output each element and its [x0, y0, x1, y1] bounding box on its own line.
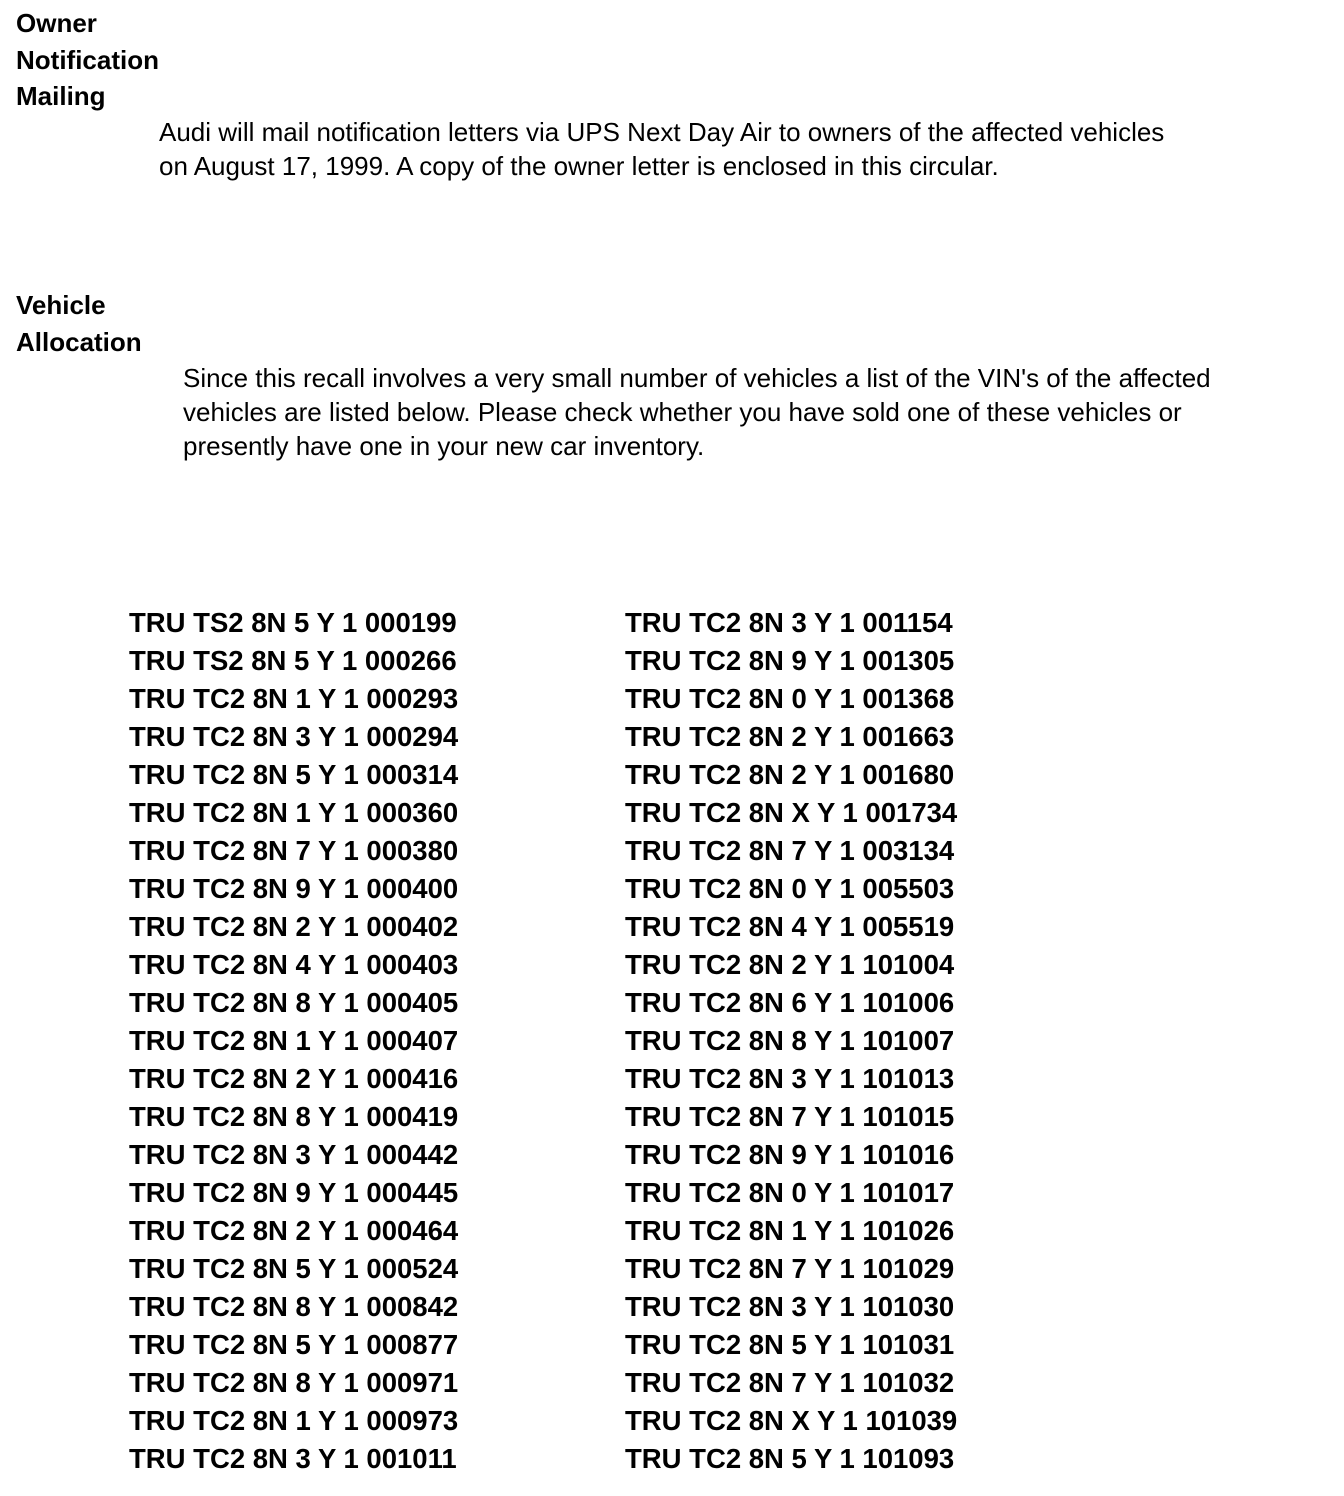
- vin-entry: TRU TC2 8N 9 Y 1 000445: [129, 1177, 459, 1208]
- vin-entry: TRU TC2 8N 3 Y 1 000294: [129, 721, 459, 752]
- heading-line: Allocation: [16, 326, 142, 357]
- heading-line: Mailing: [16, 81, 106, 111]
- vin-entry: TRU TC2 8N 1 Y 1 101026: [625, 1215, 955, 1246]
- vin-entry: TRU TC2 8N 9 Y 1 001305: [625, 645, 955, 676]
- vin-entry: TRU TS2 8N 5 Y 1 000199: [129, 607, 457, 638]
- owner-notification-heading: [16, 5, 159, 115]
- vin-entry: TRU TC2 8N 2 Y 1 000402: [129, 911, 459, 942]
- vin-entry: TRU TC2 8N 9 Y 1 101016: [625, 1139, 955, 1170]
- paragraph-line: on August 17, 1999. A copy of the owner letter is enclosed in this circular.: [159, 151, 999, 181]
- heading-line: Vehicle: [16, 290, 106, 320]
- vin-entry: TRU TC2 8N 0 Y 1 005503: [625, 873, 955, 904]
- vin-entry: TRU TC2 8N X Y 1 001734: [625, 797, 958, 828]
- vin-entry: TRU TC2 8N 5 Y 1 000877: [129, 1329, 459, 1360]
- vin-entry: TRU TC2 8N 3 Y 1 000442: [129, 1139, 459, 1170]
- vin-entry: TRU TC2 8N 7 Y 1 000380: [129, 835, 459, 866]
- vin-entry: TRU TS2 8N 5 Y 1 000266: [129, 645, 457, 676]
- vin-entry: TRU TC2 8N 5 Y 1 000314: [129, 759, 459, 790]
- vin-entry: TRU TC2 8N 3 Y 1 001011: [129, 1443, 457, 1474]
- vin-entry: TRU TC2 8N 6 Y 1 101006: [625, 987, 955, 1018]
- vin-entry: TRU TC2 8N 7 Y 1 003134: [625, 835, 955, 866]
- vin-entry: TRU TC2 8N 8 Y 1 000971: [129, 1367, 459, 1398]
- paragraph-line: presently have one in your new car inventory.: [183, 431, 705, 461]
- vin-entry: TRU TC2 8N X Y 1 101039: [625, 1405, 958, 1436]
- vin-entry: TRU TC2 8N 1 Y 1 000360: [129, 797, 459, 828]
- vin-entry: TRU TC2 8N 7 Y 1 101032: [625, 1367, 955, 1398]
- vin-entry: TRU TC2 8N 2 Y 1 001680: [625, 759, 955, 790]
- vin-entry: TRU TC2 8N 1 Y 1 000407: [129, 1025, 459, 1056]
- vehicle-allocation-paragraph: [183, 361, 1211, 463]
- vin-entry: TRU TC2 8N 0 Y 1 101017: [625, 1177, 955, 1208]
- owner-notification-paragraph: [159, 115, 1164, 183]
- paragraph-line: Since this recall involves a very small number of vehicles a list of the VIN's of the affected: [183, 363, 1211, 393]
- vin-list-right-column: [625, 604, 957, 1478]
- vin-entry: TRU TC2 8N 8 Y 1 101007: [625, 1025, 955, 1056]
- vehicle-allocation-heading: [16, 287, 142, 360]
- vin-entry: TRU TC2 8N 3 Y 1 101030: [625, 1291, 955, 1322]
- paragraph-line: vehicles are listed below. Please check whether you have sold one of these vehicles or: [183, 397, 1182, 427]
- vin-entry: TRU TC2 8N 7 Y 1 101015: [625, 1101, 955, 1132]
- vin-entry: TRU TC2 8N 2 Y 1 000416: [129, 1063, 459, 1094]
- vin-entry: TRU TC2 8N 1 Y 1 000293: [129, 683, 459, 714]
- vin-entry: TRU TC2 8N 1 Y 1 000973: [129, 1405, 459, 1436]
- vin-entry: TRU TC2 8N 8 Y 1 000842: [129, 1291, 459, 1322]
- vin-entry: TRU TC2 8N 5 Y 1 101031: [625, 1329, 955, 1360]
- heading-line: Notification: [16, 44, 159, 75]
- paragraph-line: Audi will mail notification letters via UPS Next Day Air to owners of the affected vehicles: [159, 117, 1165, 147]
- vin-entry: TRU TC2 8N 3 Y 1 001154: [625, 607, 953, 638]
- heading-line: Owner: [16, 8, 97, 38]
- vin-entry: TRU TC2 8N 8 Y 1 000419: [129, 1101, 459, 1132]
- vin-entry: TRU TC2 8N 3 Y 1 101013: [625, 1063, 955, 1094]
- vin-entry: TRU TC2 8N 5 Y 1 000524: [129, 1253, 459, 1284]
- vin-entry: TRU TC2 8N 4 Y 1 000403: [129, 949, 459, 980]
- vin-entry: TRU TC2 8N 4 Y 1 005519: [625, 911, 955, 942]
- vin-list-left-column: [129, 604, 458, 1478]
- vin-entry: TRU TC2 8N 8 Y 1 000405: [129, 987, 459, 1018]
- vin-entry: TRU TC2 8N 2 Y 1 101004: [625, 949, 955, 980]
- vin-entry: TRU TC2 8N 5 Y 1 101093: [625, 1443, 955, 1474]
- vin-entry: TRU TC2 8N 7 Y 1 101029: [625, 1253, 955, 1284]
- vin-entry: TRU TC2 8N 0 Y 1 001368: [625, 683, 955, 714]
- vin-entry: TRU TC2 8N 2 Y 1 000464: [129, 1215, 459, 1246]
- vin-entry: TRU TC2 8N 9 Y 1 000400: [129, 873, 459, 904]
- vin-entry: TRU TC2 8N 2 Y 1 001663: [625, 721, 955, 752]
